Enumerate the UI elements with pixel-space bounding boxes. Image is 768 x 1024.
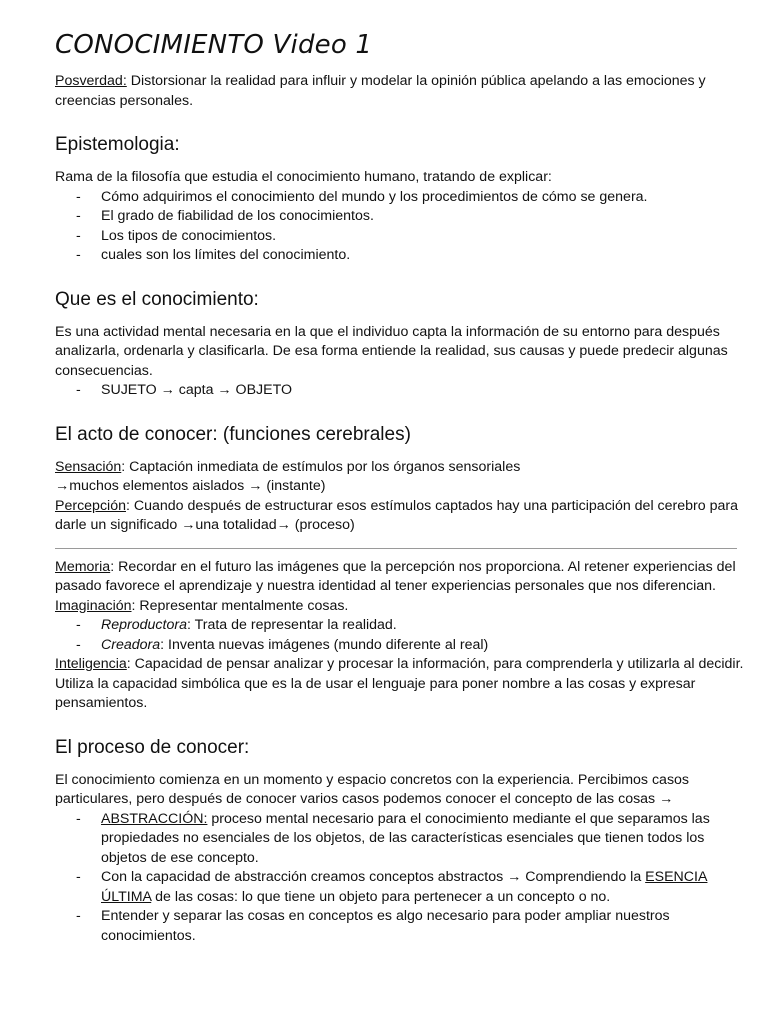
- list-item: [101, 868, 745, 907]
- list-item: - El grado de fiabilidad de los conocimientos.: [101, 207, 745, 227]
- posverdad-text: Distorsionar la realidad para influir y modelar la opinión pública apelando a las emociones y creencias personales.: [55, 73, 706, 109]
- sensacion-term: Sensación: [55, 458, 122, 475]
- inteligencia-text: : Capacidad de pensar analizar y procesar la información, para comprenderla y utilizarla al decidir. Utiliza la capacidad simbólica que es la de usar el lenguaje para poner nombre a las cosas y expresar pensamientos.: [55, 656, 744, 711]
- sensacion-paragraph: [55, 458, 745, 478]
- creadora-text: : Inventa nuevas imágenes (mundo diferente al real): [160, 636, 489, 653]
- imaginacion-text: : Representar mentalmente cosas.: [131, 597, 349, 614]
- abstraccion-text: proceso mental necesario para el conocimiento mediante el que separamos las propiedades no esenciales de los objetos, de las características esenciales que tienen todos los objetos de ese concepto.: [101, 810, 710, 866]
- list-item: - cuales son los límites del conocimiento.: [101, 246, 745, 266]
- que-es-heading: Que es el conocimiento:: [55, 288, 259, 310]
- percepcion-text: : Cuando después de estructurar esos estímulos captados hay una participación del cerebro para darle un significado →una totalidad→ (proceso): [55, 497, 738, 533]
- epistemologia-list: [55, 188, 745, 266]
- abstraccion-term: ABSTRACCIÓN:: [101, 810, 208, 827]
- acto-heading: El acto de conocer: (funciones cerebrales): [55, 423, 411, 445]
- inteligencia-paragraph: [55, 655, 745, 714]
- epistemologia-heading: Epistemologia:: [55, 134, 180, 155]
- que-es-paragraph: Es una actividad mental necesaria en la que el individuo capta la información de su entorno para después analizarla, ordenarla y clasificarla. De esa forma entiende la realidad, sus causas y puede predecir algunas consecuencias.: [55, 323, 728, 379]
- item2-text-a: Con la capacidad de abstracción creamos conceptos abstractos → Comprendiendo la: [101, 869, 646, 885]
- document-body: [55, 72, 745, 946]
- reproductora-term: Reproductora: [101, 617, 187, 633]
- imaginacion-list: [55, 616, 745, 655]
- divider: [55, 548, 737, 549]
- proceso-list: [55, 810, 745, 947]
- list-item: [101, 636, 745, 656]
- sensacion-paragraph-2: →muchos elementos aislados → (instante): [55, 478, 326, 494]
- proceso-paragraph: El conocimiento comienza en un momento y espacio concretos con la experiencia. Percibimos casos particulares, pero después de conocer varios casos podemos conocer el concepto de las cosas →: [55, 771, 690, 807]
- list-item: [101, 810, 745, 869]
- percepcion-paragraph: [55, 497, 745, 536]
- posverdad-paragraph: [55, 72, 745, 111]
- esencia-term: ESENCIA ÚLTIMA: [101, 869, 708, 905]
- imaginacion-term: Imaginación: [55, 597, 132, 614]
- list-item: [101, 616, 745, 636]
- creadora-term: Creadora: [101, 636, 161, 653]
- list-item: - Los tipos de conocimientos.: [101, 227, 745, 247]
- memoria-paragraph: [55, 558, 745, 597]
- list-item: - Entender y separar las cosas en conceptos es algo necesario para poder ampliar nuestros conocimientos.: [101, 907, 745, 946]
- document-title: CONOCIMIENTO Video 1: [55, 30, 373, 60]
- memoria-term: Memoria: [55, 558, 111, 575]
- list-item: - Cómo adquirimos el conocimiento del mundo y los procedimientos de cómo se genera.: [101, 188, 745, 208]
- item2-text-b: de las cosas: lo que tiene un objeto para pertenecer a un concepto o no.: [151, 888, 611, 905]
- reproductora-text: : Trata de representar la realidad.: [186, 617, 397, 633]
- imaginacion-paragraph: [55, 597, 745, 617]
- que-es-list: [55, 381, 745, 401]
- memoria-text: : Recordar en el futuro las imágenes que la percepción nos proporciona. Al retener experiencias del pasado favorece el aprendizaje y nuestra identidad al tener experiencias personales que nos diferencian.: [55, 558, 736, 594]
- inteligencia-term: Inteligencia: [55, 656, 127, 672]
- percepcion-term: Percepción: [55, 497, 126, 514]
- list-item: - SUJETO → capta → OBJETO: [101, 381, 745, 401]
- sensacion-text: : Captación inmediata de estímulos por los órganos sensoriales: [121, 458, 521, 475]
- epistemologia-intro: Rama de la filosofía que estudia el conocimiento humano, tratando de explicar:: [55, 169, 552, 185]
- proceso-heading: El proceso de conocer:: [55, 736, 250, 758]
- posverdad-term: Posverdad:: [55, 73, 127, 89]
